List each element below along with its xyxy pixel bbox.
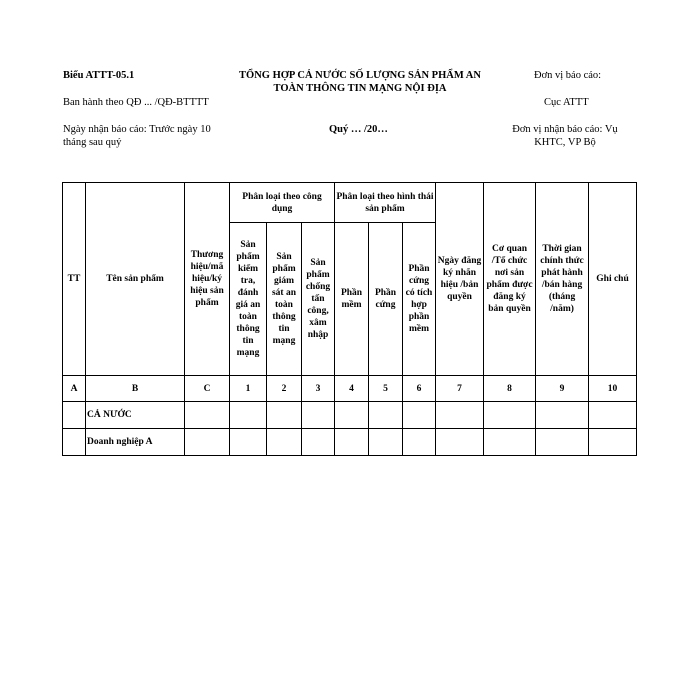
index-cell: 3 xyxy=(302,376,335,402)
table-cell xyxy=(267,429,302,456)
index-row xyxy=(63,376,637,402)
col-header-2: Sản phẩm giám sát an toàn thông tin mạng xyxy=(267,223,302,376)
col-header-7: Ngày đăng ký nhãn hiệu /bản quyền xyxy=(436,183,484,376)
index-cell: 9 xyxy=(536,376,589,402)
table-cell xyxy=(267,402,302,429)
col-header-4: Phần mềm xyxy=(335,223,369,376)
table-cell xyxy=(302,402,335,429)
form-code: Biểu ATTT-05.1 xyxy=(63,70,135,81)
table-cell xyxy=(335,429,369,456)
table-cell xyxy=(63,429,86,456)
table-cell xyxy=(536,429,589,456)
index-cell: 7 xyxy=(436,376,484,402)
table-cell xyxy=(335,402,369,429)
table-cell xyxy=(484,429,536,456)
index-cell: 10 xyxy=(589,376,637,402)
col-header-5: Phần cứng xyxy=(369,223,403,376)
table-cell xyxy=(302,429,335,456)
table-row xyxy=(63,402,637,429)
report-title xyxy=(220,69,500,95)
group-header-function: Phân loại theo công dụng xyxy=(230,183,335,223)
col-header-6: Phần cứng có tích hợp phần mềm xyxy=(403,223,436,376)
index-cell: 5 xyxy=(369,376,403,402)
table-cell xyxy=(589,429,637,456)
table-cell xyxy=(403,402,436,429)
col-header-1: Sản phẩm kiểm tra, đánh giá an toàn thông tin mạng xyxy=(230,223,267,376)
receiving-unit-line2: KHTC, VP Bộ xyxy=(534,137,596,148)
issued-by: Ban hành theo QĐ ... /QĐ-BTTTT xyxy=(63,97,209,108)
table-cell xyxy=(369,402,403,429)
table-cell xyxy=(484,402,536,429)
index-cell: 2 xyxy=(267,376,302,402)
col-header-3: Sản phẩm chống tấn công, xâm nhập xyxy=(302,223,335,376)
receive-date-line1: Ngày nhận báo cáo: Trước ngày 10 xyxy=(63,124,211,135)
row-label-national: CẢ NƯỚC xyxy=(86,402,185,429)
receiving-unit-line1: Đơn vị nhận báo cáo: Vụ xyxy=(512,124,618,135)
col-header-name: Tên sản phẩm xyxy=(86,183,185,376)
receive-date-line2: tháng sau quý xyxy=(63,137,122,148)
col-header-10: Ghi chú xyxy=(589,183,637,376)
receiving-unit xyxy=(500,123,630,149)
row-label-enterprise: Doanh nghiệp A xyxy=(86,429,185,456)
report-table xyxy=(62,182,637,456)
table-cell xyxy=(63,402,86,429)
report-title-line2: TOÀN THÔNG TIN MẠNG NỘI ĐỊA xyxy=(273,83,447,94)
table-cell xyxy=(230,429,267,456)
col-header-brand: Thương hiệu/mã hiệu/ký hiệu sản phẩm xyxy=(185,183,230,376)
table-cell xyxy=(230,402,267,429)
col-header-8: Cơ quan /Tổ chức nơi sản phẩm được đăng ký bản quyền xyxy=(484,183,536,376)
table-row xyxy=(63,429,637,456)
table-cell xyxy=(436,402,484,429)
table-cell xyxy=(185,429,230,456)
table-cell xyxy=(436,429,484,456)
table-cell xyxy=(589,402,637,429)
report-period: Quý … /20… xyxy=(329,124,388,135)
index-cell: C xyxy=(185,376,230,402)
index-cell: B xyxy=(86,376,185,402)
reporting-unit-value: Cục ATTT xyxy=(544,97,589,108)
index-cell: A xyxy=(63,376,86,402)
table-cell xyxy=(403,429,436,456)
col-header-9: Thời gian chính thức phát hành /bán hàng (tháng /năm) xyxy=(536,183,589,376)
table-cell xyxy=(185,402,230,429)
table-cell xyxy=(536,402,589,429)
index-cell: 6 xyxy=(403,376,436,402)
group-header-form: Phân loại theo hình thái sản phẩm xyxy=(335,183,436,223)
col-header-tt: TT xyxy=(63,183,86,376)
report-title-line1: TỔNG HỢP CẢ NƯỚC SỐ LƯỢNG SẢN PHẨM AN xyxy=(239,70,481,81)
reporting-unit-label: Đơn vị báo cáo: xyxy=(534,70,602,81)
index-cell: 4 xyxy=(335,376,369,402)
table-cell xyxy=(369,429,403,456)
index-cell: 8 xyxy=(484,376,536,402)
index-cell: 1 xyxy=(230,376,267,402)
receive-date xyxy=(63,123,211,149)
